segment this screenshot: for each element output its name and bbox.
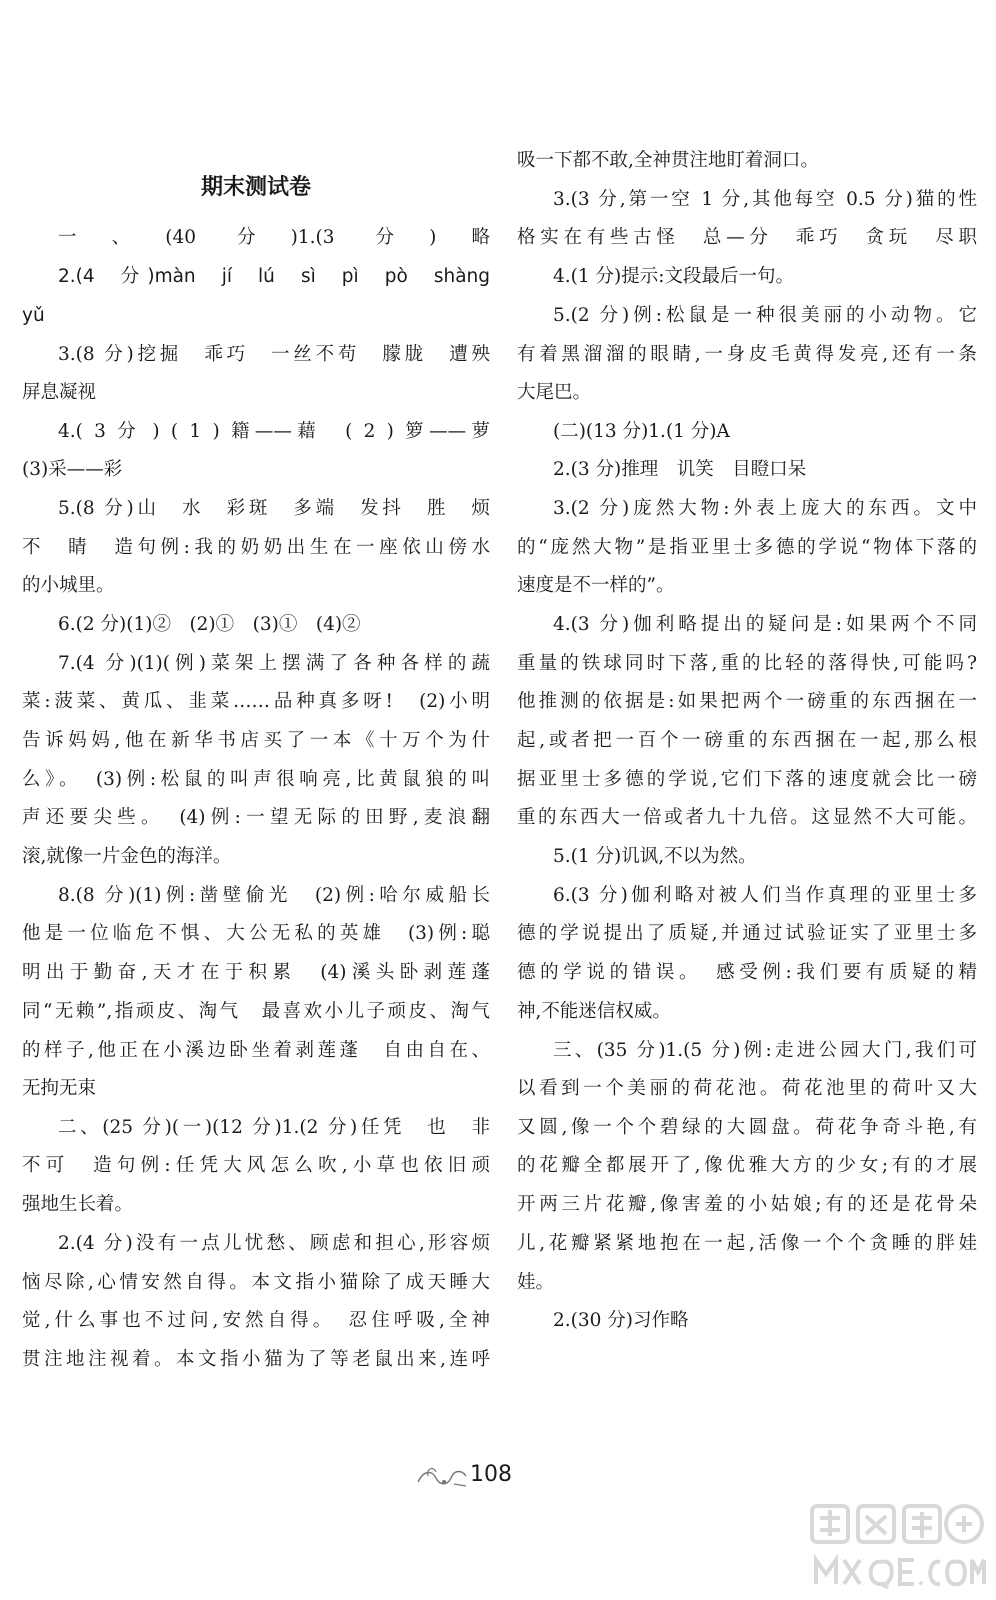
answer-line: 4.(1 分)提示:文段最后一句。 bbox=[553, 266, 794, 287]
answer-line: 的花瓣全都展开了,像优雅大方的少女;有的才展 bbox=[517, 1155, 977, 1176]
answer-line: 无拘无束 bbox=[22, 1078, 97, 1099]
answer-line: 6.(3 分)伽利略对被人们当作真理的亚里士多 bbox=[553, 885, 977, 906]
answer-line: 据亚里士多德的学说,它们下落的速度就会比一磅 bbox=[517, 769, 977, 790]
answer-line: 的小城里。 bbox=[22, 575, 115, 596]
answer-line: 又圆,像一个个碧绿的大圆盘。荷花争奇斗艳,有 bbox=[517, 1117, 977, 1138]
answer-line: 贯注地注视着。本文指小猫为了等老鼠出来,连呼 bbox=[22, 1349, 490, 1370]
answer-line: 重的东西大一倍或者九十九倍。这显然不大可能。 bbox=[517, 807, 977, 828]
answer-line: 不 睛 造句例:我的奶奶出生在一座依山傍水 bbox=[22, 537, 490, 558]
answer-line: 他是一位临危不惧、大公无私的英雄 (3)例:聪 bbox=[22, 923, 490, 944]
answer-line: 以看到一个美丽的荷花池。荷花池里的荷叶又大 bbox=[517, 1078, 977, 1099]
answer-line: 的“庞然大物”是指亚里士多德的学说“物体下落的 bbox=[517, 537, 977, 558]
answer-line: 恼尽除,心情安然自得。本文指小猫除了成天睡大 bbox=[22, 1272, 490, 1293]
answer-line: 起,或者把一百个一磅重的东西捆在一起,那么根 bbox=[517, 730, 977, 751]
answer-line: 菜:菠菜、黄瓜、韭菜……品种真多呀! (2)小明 bbox=[22, 691, 490, 712]
answer-line: 娃。 bbox=[517, 1272, 555, 1293]
answer-line: 开两三片花瓣,像害羞的小姑娘;有的还是花骨朵 bbox=[517, 1194, 977, 1215]
answer-line: 告诉妈妈,他在新华书店买了一本《十万个为什 bbox=[22, 730, 490, 751]
answer-line: 儿,花瓣紧紧地抱在一起,活像一个个贪睡的胖娃 bbox=[517, 1233, 977, 1254]
answer-line: yǔ bbox=[22, 305, 45, 326]
answer-line: 德的学说的错误。 感受例:我们要有质疑的精 bbox=[517, 962, 977, 983]
answer-line: 大尾巴。 bbox=[517, 382, 592, 403]
answer-line: 4.( 3 分 ) ( 1 ) 籍——藉 ( 2 ) 箩——萝 bbox=[58, 421, 490, 442]
page-title: 期末测试卷 bbox=[200, 175, 311, 200]
answer-line: 2.(30 分)习作略 bbox=[553, 1310, 689, 1331]
answer-line: 德的学说提出了质疑,并通过试验证实了亚里士多 bbox=[517, 923, 977, 944]
answer-line: (3)采——彩 bbox=[22, 459, 123, 480]
answer-line: 神,不能迷信权威。 bbox=[517, 1001, 671, 1022]
answer-line: (二)(13 分)1.(1 分)A bbox=[553, 421, 730, 442]
answer-line: 2.(4 分)没有一点儿忧愁、顾虑和担心,形容烦 bbox=[58, 1233, 490, 1254]
answer-line: 有着黑溜溜的眼睛,一身皮毛黄得发亮,还有一条 bbox=[517, 344, 977, 365]
answer-line: 6.(2 分)(1)② (2)① (3)① (4)② bbox=[58, 614, 361, 635]
page-number: 108 bbox=[470, 1462, 512, 1487]
answer-line: 重量的铁球同时下落,重的比轻的落得快,可能吗? bbox=[517, 653, 977, 674]
answer-line: 同“无赖”,指顽皮、淘气 最喜欢小儿子顽皮、淘气 bbox=[22, 1001, 490, 1022]
answer-line: 速度是不一样的”。 bbox=[517, 575, 675, 596]
answer-line: 的样子,他正在小溪边卧坐着剥莲蓬 自由自在、 bbox=[22, 1040, 490, 1061]
flourish-ornament-icon bbox=[414, 1462, 470, 1492]
answer-line: 2.(3 分)推理 讥笑 目瞪口呆 bbox=[553, 459, 807, 480]
answer-line: 强地生长着。 bbox=[22, 1194, 134, 1215]
answer-line: 明出于勤奋,天才在于积累 (4)溪头卧剥莲蓬 bbox=[22, 962, 490, 983]
answer-line: 7.(4 分)(1)(例)菜架上摆满了各种各样的蔬 bbox=[58, 653, 490, 674]
answer-line: 2.(4 分)màn jí lú sì pì pò shàng bbox=[58, 266, 490, 287]
answer-line: 3.(8 分)挖掘 乖巧 一丝不苟 朦胧 遭殃 bbox=[58, 344, 490, 365]
answer-line: 吸一下都不敢,全神贯注地盯着洞口。 bbox=[517, 150, 819, 171]
answer-line: 一、(40 分)1.(3 分)略 bbox=[58, 227, 490, 248]
answer-line: 5.(8 分)山 水 彩斑 多端 发抖 胜 烦 bbox=[58, 498, 490, 519]
answer-line: 5.(2 分)例:松鼠是一种很美丽的小动物。它 bbox=[553, 305, 977, 326]
answer-line: 声还要尖些。 (4)例:一望无际的田野,麦浪翻 bbox=[22, 807, 490, 828]
answer-line: 屏息凝视 bbox=[22, 382, 97, 403]
answer-line: 4.(3 分)伽利略提出的疑问是:如果两个不同 bbox=[553, 614, 977, 635]
answer-line: 8.(8 分)(1)例:凿壁偷光 (2)例:哈尔威船长 bbox=[58, 885, 490, 906]
answer-line: 3.(2 分)庞然大物:外表上庞大的东西。文中 bbox=[553, 498, 977, 519]
answer-line: 他推测的依据是:如果把两个一磅重的东西捆在一 bbox=[517, 691, 977, 712]
answer-line: 么》。 (3)例:松鼠的叫声很响亮,比黄鼠狼的叫 bbox=[22, 769, 490, 790]
answer-line: 不可 造句例:任凭大风怎么吹,小草也依旧顽 bbox=[22, 1155, 490, 1176]
answer-line: 5.(1 分)讥讽,不以为然。 bbox=[553, 846, 757, 867]
answer-line: 觉,什么事也不过问,安然自得。 忍住呼吸,全神 bbox=[22, 1310, 490, 1331]
answer-line: 格实在有些古怪 总—分 乖巧 贪玩 尽职 bbox=[517, 227, 977, 248]
watermark-logo bbox=[808, 1500, 988, 1596]
answer-line: 三、(35 分)1.(5 分)例:走进公园大门,我们可 bbox=[553, 1040, 977, 1061]
answer-line: 滚,就像一片金色的海洋。 bbox=[22, 846, 232, 867]
answer-line: 3.(3 分,第一空 1 分,其他每空 0.5 分)猫的性 bbox=[553, 189, 977, 210]
answer-line: 二、(25 分)(一)(12 分)1.(2 分)任凭 也 非 bbox=[58, 1117, 490, 1138]
